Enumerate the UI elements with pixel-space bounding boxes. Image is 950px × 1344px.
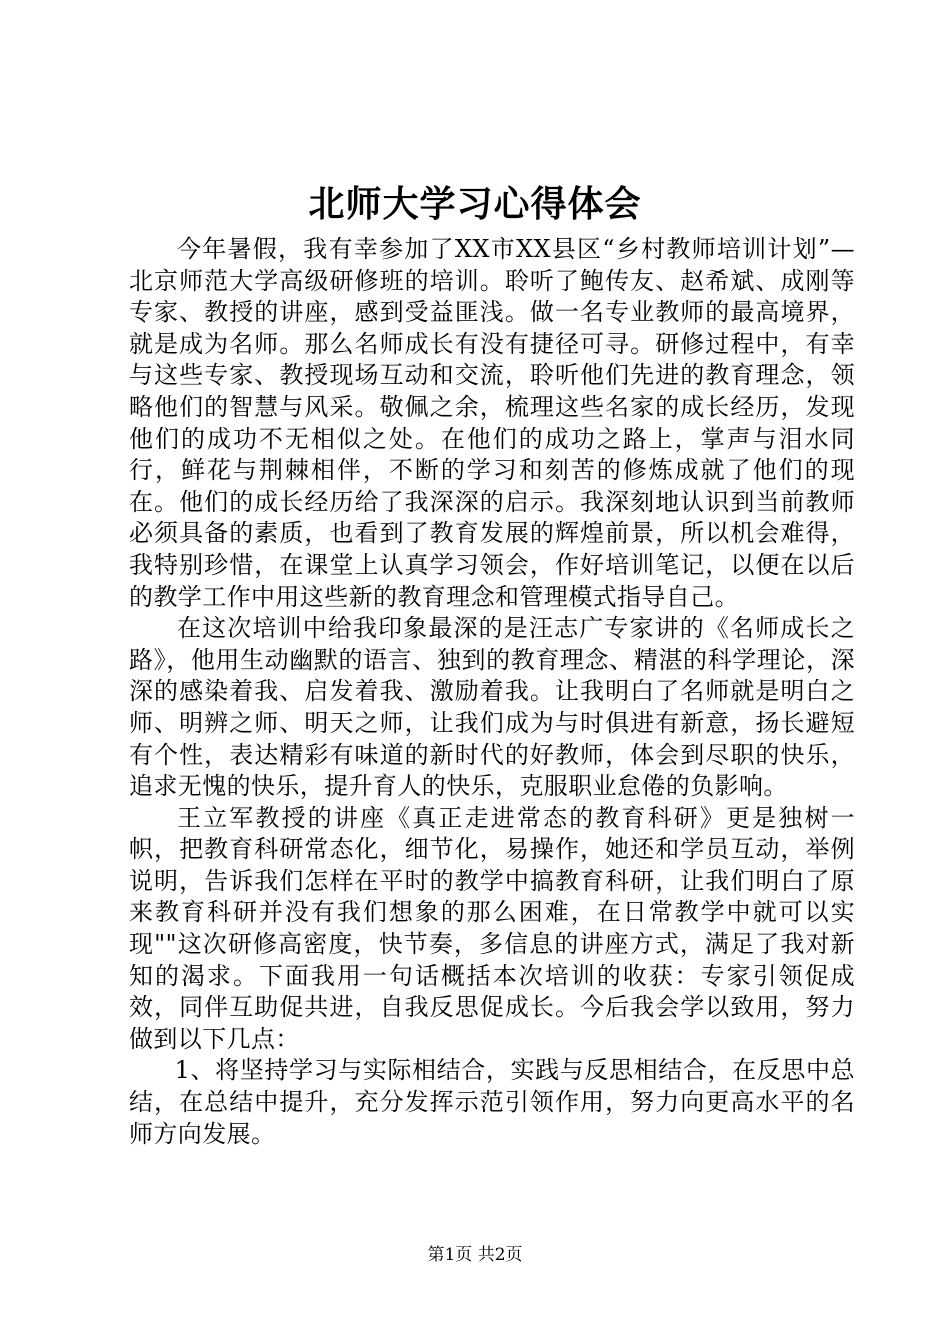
page-number-footer: 第1页 共2页 <box>427 1245 523 1265</box>
paragraph-3: 王立军教授的讲座《真正走进常态的教育科研》更是独树一帜，把教育科研常态化，细节化，易操作，她还和学员互动，举例说明，告诉我们怎样在平时的教学中搞教育科研，让我们明白了原来教育科研并没有我们想象的那么困难，在日常教学中就可以实现""这次研修高密度，快节奏，多信息的讲座方式，满足了我对新知的渴求。下面我用一句话概括本次培训的收获：专家引领促成效，同伴互助促共进，自我反思促成长。今后我会学以致用，努力做到以下几点： <box>129 803 855 1053</box>
document-title: 北师大学习心得体会 <box>308 183 642 225</box>
paragraph-1: 今年暑假，我有幸参加了XX市XX县区“乡村教师培训计划”—北京师范大学高级研修班的培训。聆听了鲍传友、赵希斌、成刚等专家、教授的讲座，感到受益匪浅。做一名专业教师的最高境界，就是成为名师。那么名师成长有没有捷径可寻。研修过程中，有幸与这些专家、教授现场互动和交流，聆听他们先进的教育理念，领略他们的智慧与风采。敬佩之余，梳理这些名家的成长经历，发现他们的成功不无相似之处。在他们的成功之路上，掌声与泪水同行，鲜花与荆棘相伴，不断的学习和刻苦的修炼成就了他们的现在。他们的成长经历给了我深深的启示。我深刻地认识到当前教师必须具备的素质，也看到了教育发展的辉煌前景，所以机会难得，我特别珍惜，在课堂上认真学习领会，作好培训笔记，以便在以后的教学工作中用这些新的教育理念和管理模式指导自己。 <box>129 235 855 611</box>
document-body <box>129 234 855 1150</box>
list-item-1: 1、将坚持学习与实际相结合，实践与反思相结合，在反思中总结，在总结中提升，充分发挥示范引领作用，努力向更高水平的名师方向发展。 <box>129 1056 855 1148</box>
paragraph-2: 在这次培训中给我印象最深的是汪志广专家讲的《名师成长之路》，他用生动幽默的语言、独到的教育理念、精湛的科学理论，深深的感染着我、启发着我、激励着我。让我明白了名师就是明白之师、明辨之师、明天之师，让我们成为与时俱进有新意，扬长避短有个性，表达精彩有味道的新时代的好教师，体会到尽职的快乐，追求无愧的快乐，提升育人的快乐，克服职业怠倦的负影响。 <box>129 614 855 801</box>
